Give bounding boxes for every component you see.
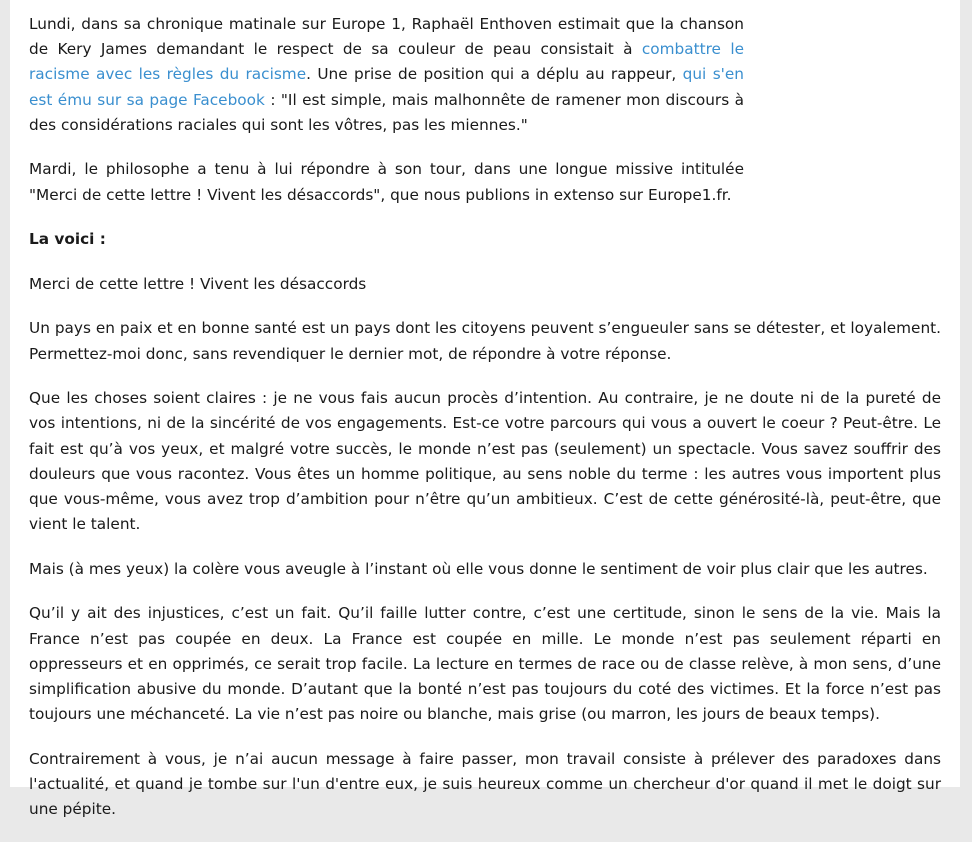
intro-text-2: . Une prise de position qui a déplu au rappeur,: [306, 65, 683, 84]
letter-paragraph-3: Mais (à mes yeux) la colère vous aveugle à l’instant où elle vous donne le sentiment de voir plus clair que les autres.: [29, 559, 928, 578]
link-facebook-post[interactable]: qui s'en est ému sur sa page Facebook: [29, 65, 744, 109]
letter-paragraph-4: Qu’il y ait des injustices, c’est un fait. Qu’il faille lutter contre, c’est une certitude, sinon le sens de la vie. Mais la France n’est pas coupée en deux. La France est coupée en mille. Le monde n’est pas seulement réparti en oppresseurs et en opprimés, ce serait trop facile. La lecture en termes de race ou de classe relève, à mon sens, d’une simplification abusive du monde. D’autant que la bonté n’est pas toujours du coté des victimes. Et la force n’est pas toujours une méchanceté. La vie n’est pas noire ou blanche, mais grise (ou marron, les jours de beaux temps).: [29, 604, 941, 724]
letter-paragraph-5: Contrairement à vous, je n’ai aucun message à faire passer, mon travail consiste à prélever des paradoxes dans l'actualité, et quand je tombe sur l'un d'entre eux, je suis heureux comme un chercheur d'or quand il met le doigt sur une pépite.: [29, 749, 941, 819]
link-combattre-racisme[interactable]: combattre le racisme avec les règles du racisme: [29, 40, 744, 84]
letter-title: Merci de cette lettre ! Vivent les désaccords: [29, 274, 367, 293]
letter-paragraph-1: Un pays en paix et en bonne santé est un pays dont les citoyens peuvent s’engueuler sans se détester, et loyalement. Permettez-moi donc, sans revendiquer le dernier mot, de répondre à votre réponse.: [29, 319, 941, 363]
response-intro-paragraph: Mardi, le philosophe a tenu à lui répondre à son tour, dans une longue missive intitulée "Merci de cette lettre ! Vivent les désaccords", que nous publions in extenso sur Europe1.fr.: [29, 160, 744, 204]
la-voici-paragraph: [29, 227, 941, 252]
intro-text-3: : "Il est simple, mais malhonnête de ramener mon discours à des considérations raciales qui sont les vôtres, pas les miennes.": [29, 90, 744, 134]
intro-text-1: Lundi, dans sa chronique matinale sur Europe 1, Raphaël Enthoven estimait que la chanson de Kery James demandant le respect de sa couleur de peau consistait à: [29, 15, 744, 59]
letter-paragraph-2: Que les choses soient claires : je ne vous fais aucun procès d’intention. Au contraire, je ne doute ni de la pureté de vos intentions, ni de la sincérité de vos engagements. Est-ce votre parcours qui vous a ouvert le coeur ? Peut-être. Le fait est qu’à vos yeux, et malgré votre succès, le monde n’est pas (seulement) un spectacle. Vous savez souffrir des douleurs que vous racontez. Vous êtes un homme politique, au sens noble du terme : les autres vous importent plus que vous-même, vous avez trop d’ambition pour n’être qu’un ambitieux. C’est de cette générosité-là, peut-être, que vient le talent.: [29, 389, 941, 534]
intro-paragraph: [29, 12, 744, 138]
article-body: [29, 12, 941, 842]
article-page: [10, 0, 960, 819]
la-voici-label: La voici :: [29, 230, 106, 249]
